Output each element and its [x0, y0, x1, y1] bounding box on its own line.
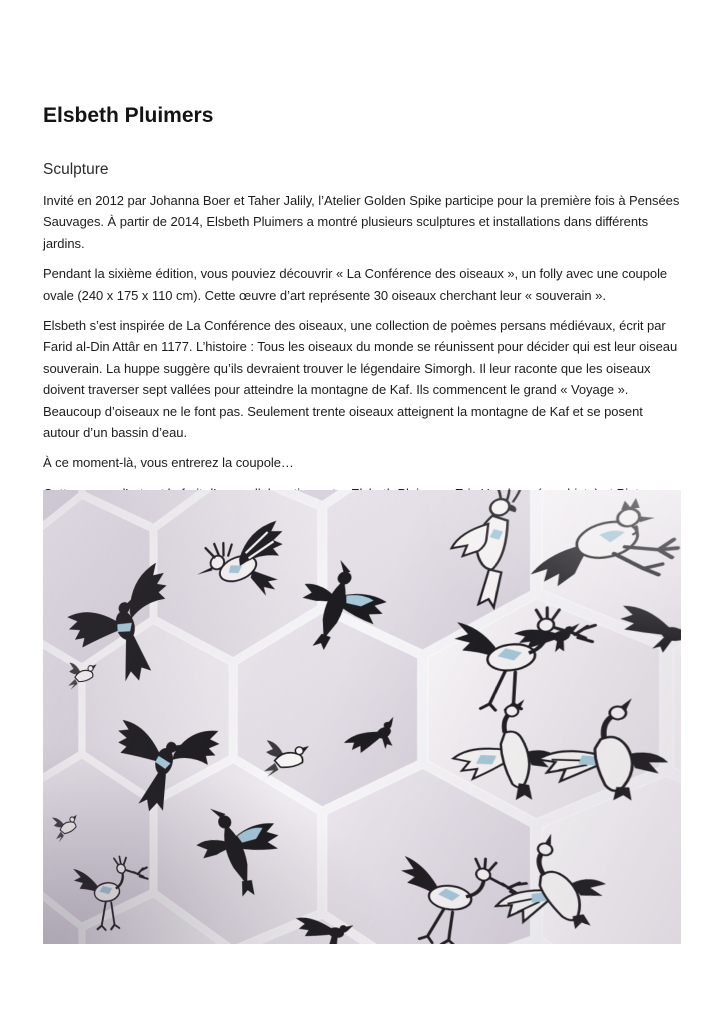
page-title: Elsbeth Pluimers: [43, 104, 214, 127]
hexagonal-panels-svg: [43, 490, 681, 944]
artwork-photo: [43, 490, 681, 944]
paragraph: Elsbeth s’est inspirée de La Conférence des oiseaux, une collection de poèmes persans médiévaux, écrit par Farid al-Din Attâr en 1177. L’histoire : Tous les oiseaux du monde se réunissent pour décider qui est leur oiseau souverain. La huppe suggère qu’ils devraient trouver le légendaire Simorgh. Il leur raconte que les oiseaux doivent traverser sept vallées pour atteindre la montagne de Kaf. Ils commencent le grand « Voyage ». Beaucoup d’oiseaux ne le font pas. Seulement trente oiseaux atteignent la montagne de Kaf et se posent autour d’un bassin d’eau.: [43, 318, 678, 441]
paragraph: Invité en 2012 par Johanna Boer et Taher Jalily, l’Atelier Golden Spike participe pour la première fois à Pensées Sauvages. À partir de 2014, Elsbeth Pluimers a montré plusieurs sculptures et installations dans différents jardins.: [43, 193, 680, 251]
paragraphs-container: [43, 190, 682, 526]
paragraph: À ce moment-là, vous entrerez la coupole…: [43, 455, 294, 471]
dome-scene: [43, 490, 681, 944]
section-heading: Sculpture: [43, 161, 109, 178]
hex-panel-layer: [43, 490, 681, 944]
article: [43, 103, 682, 526]
paragraph: Pendant la sixième édition, vous pouviez découvrir « La Conférence des oiseaux », un folly avec une coupole ovale (240 x 175 x 110 cm). Cette œuvre d’art représente 30 oiseaux cherchant leur « souverain ».: [43, 266, 668, 303]
